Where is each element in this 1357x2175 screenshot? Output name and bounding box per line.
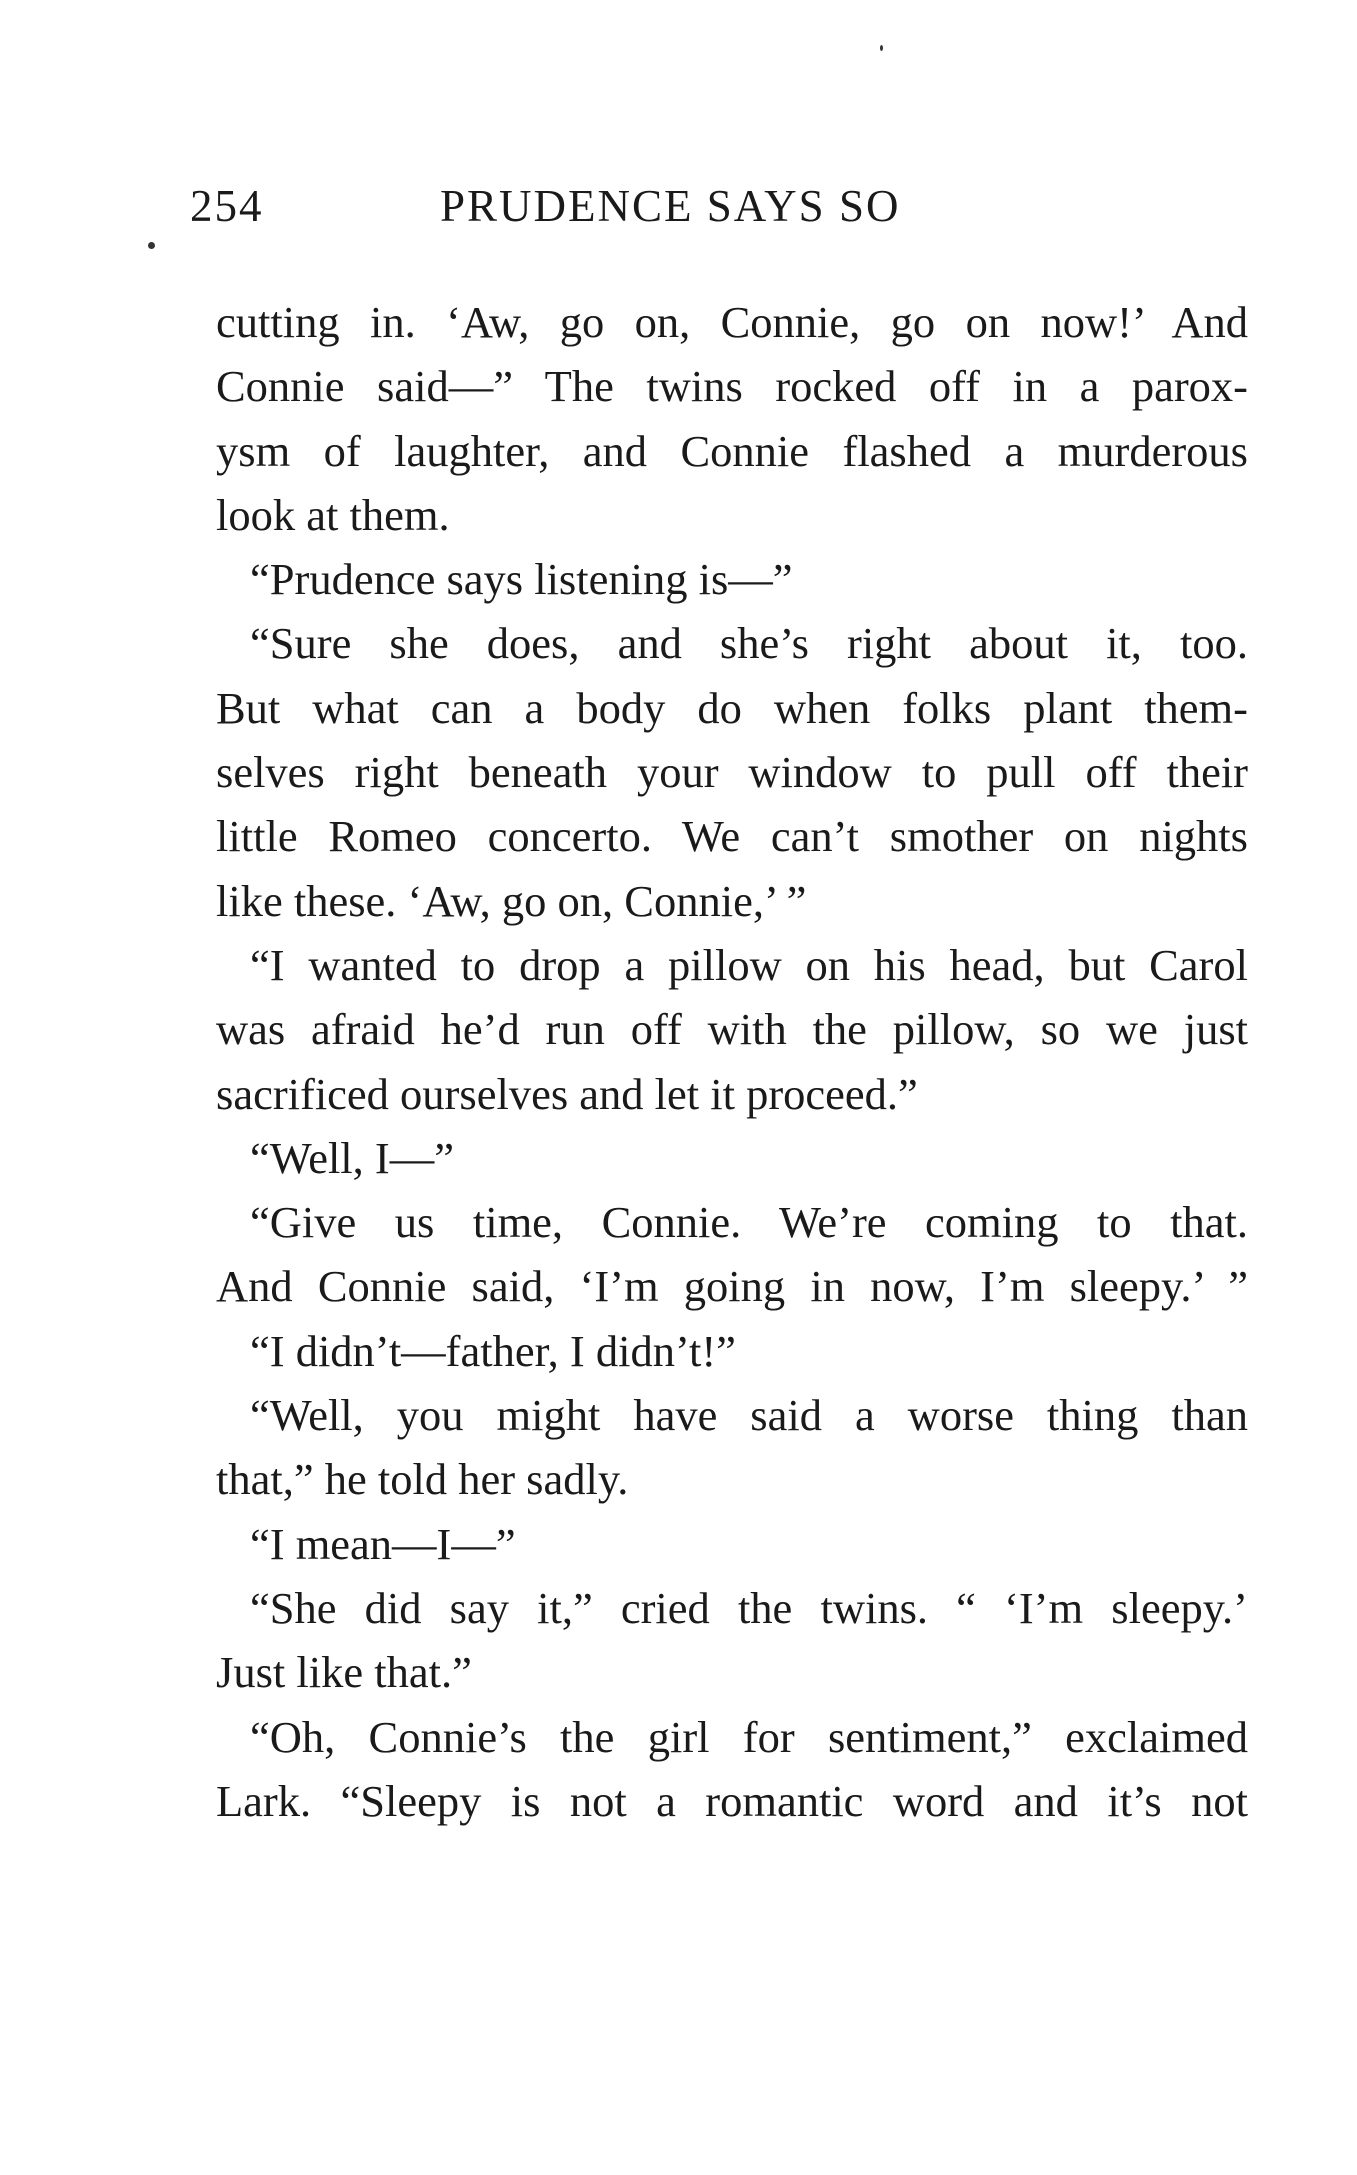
text-line: And Connie said, ‘I’m going in now, I’m sleepy.’ ” xyxy=(216,1261,1248,1312)
text-line: was afraid he’d run off with the pillow, so we just xyxy=(216,1004,1248,1055)
text-line: “Give us time, Connie. We’re coming to that. xyxy=(250,1197,1248,1248)
text-line: “I wanted to drop a pillow on his head, but Carol xyxy=(250,939,1248,990)
text-line: selves right beneath your window to pull off their xyxy=(216,747,1248,798)
ink-speck xyxy=(880,45,883,51)
text-line: “I didn’t—father, I didn’t!” xyxy=(250,1325,736,1376)
text-line: “Well, I—” xyxy=(250,1132,454,1183)
text-line: Just like that.” xyxy=(216,1647,472,1698)
text-line: that,” he told her sadly. xyxy=(216,1454,629,1505)
page-number: 254 xyxy=(190,181,264,231)
text-line: look at them. xyxy=(216,489,450,540)
text-line: little Romeo concerto. We can’t smother on nights xyxy=(216,811,1248,862)
text-line: “Oh, Connie’s the girl for sentiment,” exclaimed xyxy=(250,1711,1248,1762)
text-body xyxy=(216,290,1248,1833)
text-line: Lark. “Sleepy is not a romantic word and it’s not xyxy=(216,1775,1248,1826)
text-line: “Well, you might have said a worse thing than xyxy=(250,1390,1248,1441)
page-header xyxy=(190,180,990,240)
text-line: ysm of laughter, and Connie flashed a murderous xyxy=(216,425,1248,476)
text-line: sacrificed ourselves and let it proceed.” xyxy=(216,1068,918,1119)
text-line: cutting in. ‘Aw, go on, Connie, go on now!’ And xyxy=(216,297,1248,347)
text-line: “Prudence says listening is—” xyxy=(250,554,793,605)
text-line: “Sure she does, and she’s right about it, too. xyxy=(250,618,1248,669)
text-line: “I mean—I—” xyxy=(250,1518,516,1569)
running-title: PRUDENCE SAYS SO xyxy=(440,181,901,231)
text-line: like these. ‘Aw, go on, Connie,’ ” xyxy=(216,875,807,926)
ink-speck xyxy=(148,242,155,249)
text-line: But what can a body do when folks plant them- xyxy=(216,682,1248,733)
text-line: “She did say it,” cried the twins. “ ‘I’m sleepy.’ xyxy=(250,1582,1248,1633)
text-line: Connie said—” The twins rocked off in a parox- xyxy=(216,361,1248,412)
